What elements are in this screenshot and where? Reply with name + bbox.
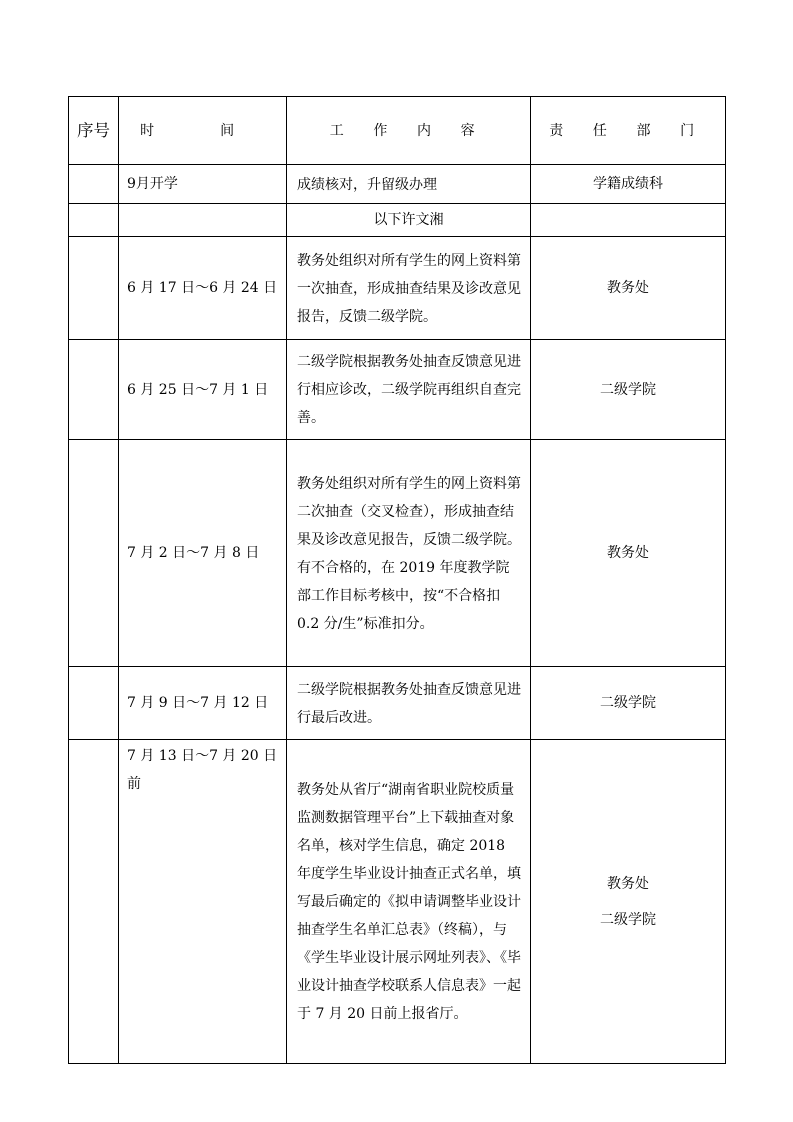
row-dept: 二级学院 <box>531 667 726 740</box>
header-dept: 责 任 部 门 <box>531 97 726 165</box>
table-header-row <box>69 97 726 165</box>
row-seq <box>69 440 119 667</box>
header-time: 时 间 <box>119 97 287 165</box>
section-row <box>69 204 726 237</box>
table-row <box>69 237 726 340</box>
row-dept: 二级学院 <box>531 340 726 440</box>
row-dept: 教务处 <box>531 237 726 340</box>
section-empty-dept <box>531 204 726 237</box>
work-schedule-table <box>68 96 726 1064</box>
row-seq <box>69 667 119 740</box>
header-seq: 序号 <box>69 97 119 165</box>
row-content: 二级学院根据教务处抽查反馈意见进行最后改进。 <box>287 667 531 740</box>
row-seq <box>69 237 119 340</box>
section-empty-time <box>119 204 287 237</box>
table-row <box>69 740 726 1064</box>
row-dept <box>531 740 726 1064</box>
table-row <box>69 440 726 667</box>
row-time: 9月开学 <box>119 165 287 204</box>
row-dept: 教务处 <box>531 440 726 667</box>
row-time: 7 月 2 日～7 月 8 日 <box>119 440 287 667</box>
row-time: 7 月 9 日～7 月 12 日 <box>119 667 287 740</box>
row-time: 7 月 13 日～7 月 20 日前 <box>119 740 287 1064</box>
section-empty-seq <box>69 204 119 237</box>
row-seq <box>69 740 119 1064</box>
row-seq <box>69 165 119 204</box>
row-time: 6 月 17 日～6 月 24 日 <box>119 237 287 340</box>
section-title: 以下许文湘 <box>287 204 531 237</box>
row-content: 教务处组织对所有学生的网上资料第一次抽查，形成抽查结果及诊改意见报告，反馈二级学院。 <box>287 237 531 340</box>
table-row <box>69 165 726 204</box>
row-content: 教务处组织对所有学生的网上资料第二次抽查（交叉检查），形成抽查结果及诊改意见报告，反馈二级学院。有不合格的，在 2019 年度教学院部工作目标考核中，按“不合格扣 0.2 分/生”标准扣分。 <box>287 440 531 667</box>
header-content: 工 作 内 容 <box>287 97 531 165</box>
row-time: 6 月 25 日～7 月 1 日 <box>119 340 287 440</box>
row-seq <box>69 340 119 440</box>
table-row <box>69 340 726 440</box>
row-content: 成绩核对，升留级办理 <box>287 165 531 204</box>
row-content: 二级学院根据教务处抽查反馈意见进行相应诊改，二级学院再组织自查完善。 <box>287 340 531 440</box>
row-dept-line: 二级学院 <box>600 911 656 928</box>
table-row <box>69 667 726 740</box>
row-dept-line: 教务处 <box>607 875 649 892</box>
row-dept: 学籍成绩科 <box>531 165 726 204</box>
row-content: 教务处从省厅“湖南省职业院校质量监测数据管理平台”上下载抽查对象名单，核对学生信息，确定 2018 年度学生毕业设计抽查正式名单，填写最后确定的《拟申请调整毕业设计抽查学生名单汇总表》（终稿），与《学生毕业设计展示网址列表》、《毕业设计抽查学校联系人信息表》一起于 7 月 20 日前上报省厅。 <box>287 740 531 1064</box>
